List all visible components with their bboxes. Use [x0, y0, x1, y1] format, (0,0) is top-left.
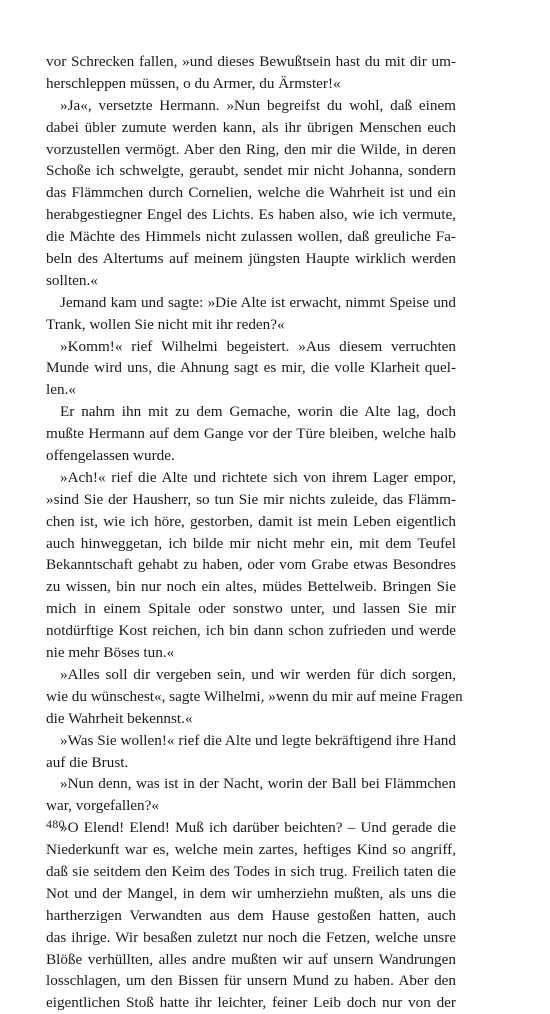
- text-line: auf die Brust.: [46, 753, 129, 771]
- text-line: Trank, wollen Sie nicht mit ihr reden?«: [46, 315, 285, 333]
- text-line: herschleppen müssen, o du Armer, du Ärmster!«: [46, 74, 341, 92]
- text-line: Blöße verhüllten, alles andre mußten wir auf unsern Wandrungen: [46, 950, 456, 968]
- text-line: die Mächte des Himmels nicht zulassen wollen, daß greuliche Fa-: [46, 228, 456, 246]
- text-line: »Ja«, versetzte Hermann. »Nun begreifst du wohl, daß einem: [60, 96, 456, 114]
- text-line: »Nun denn, was ist in der Nacht, worin der Ball bei Flämmchen: [60, 775, 456, 793]
- text-line: Bekanntschaft gehabt zu haben, oder vom Grabe etwas Besondres: [46, 556, 456, 574]
- text-line: mußte Hermann auf dem Gange vor der Türe bleiben, welche halb: [46, 425, 456, 443]
- text-line: »sind Sie der Hausherr, so tun Sie mir nichts zuleide, das Flämm-: [46, 490, 456, 508]
- text-line: eigentlichen Stoß hatte ihr leichter, feiner Leib doch nur von der: [46, 994, 456, 1012]
- text-line: »O Elend! Elend! Muß ich darüber beichten? – Und gerade die: [60, 819, 456, 837]
- text-line: len.«: [46, 381, 76, 399]
- text-line: nie mehr Böses tun.«: [46, 644, 175, 662]
- text-line: das Flämmchen durch Cornelien, welche die Wahrheit ist und ein: [46, 184, 456, 202]
- text-line: dabei übler zumute werden kann, als ihr übrigen Menschen euch: [46, 118, 456, 136]
- text-line: »Komm!« rief Wilhelmi begeistert. »Aus diesem verruchten: [60, 337, 456, 355]
- text-line: beln des Altertums auf meinem jüngsten Haupte wirklich werden: [46, 250, 456, 268]
- text-line: »Was Sie wollen!« rief die Alte und legte bekräftigend ihre Hand: [60, 731, 456, 749]
- text-line: zu wissen, bin nur noch ein altes, müdes Bettelweib. Bringen Sie: [46, 578, 456, 596]
- text-line: vorzustellen vermögt. Aber den Ring, den mir die Wilde, in deren: [46, 140, 456, 158]
- text-line: Not und der Mangel, in dem wir umherziehn mußten, als uns die: [46, 884, 456, 902]
- text-line: auch hinweggetan, ich bilde mir nicht mehr ein, mit dem Teufel: [46, 534, 456, 552]
- text-line: notdürftige Kost reichen, ich bin dann schon zufrieden und werde: [46, 622, 456, 640]
- text-line: chen ist, wie ich höre, gestorben, damit ist mein Leben eigentlich: [46, 512, 456, 530]
- text-line: losschlagen, um den Bissen für unsern Mund zu haben. Aber den: [46, 972, 456, 990]
- text-line: Jemand kam und sagte: »Die Alte ist erwacht, nimmt Speise und: [60, 293, 456, 311]
- text-line: »Ach!« rief die Alte und richtete sich von ihrem Lager empor,: [60, 468, 456, 486]
- body-text: [46, 51, 463, 1014]
- text-line: daß sie seitdem den Keim des Todes in sich trug. Freilich taten die: [46, 862, 456, 880]
- text-line: wie du wünschest«, sagte Wilhelmi, »wenn du mir auf meine Fragen: [46, 687, 463, 705]
- text-line: Munde wird uns, die Ahnung sagt es mir, die volle Klarheit quel-: [46, 359, 456, 377]
- text-line: Schoße ich schwelgte, geraubt, sendet mir nicht Johanna, sondern: [46, 162, 456, 180]
- text-line: vor Schrecken fallen, »und dieses Bewußtsein hast du mit dir um-: [46, 53, 456, 70]
- text-line: Niederkunft war es, welche mein zartes, heftiges Kind so angriff,: [46, 841, 456, 859]
- text-line: die Wahrheit bekennst.«: [46, 709, 193, 727]
- text-line: hartherzigen Verwandten aus dem Hause gestoßen hatten, auch: [46, 906, 456, 924]
- page-number: 480: [46, 817, 65, 831]
- text-line: sollten.«: [46, 271, 98, 289]
- text-line: war, vorgefallen?«: [46, 797, 159, 815]
- text-line: offengelassen wurde.: [46, 447, 175, 465]
- text-line: »Alles soll dir vergeben sein, und wir werden für dich sorgen,: [60, 665, 456, 683]
- text-line: das ihrige. Wir besaßen zuletzt nur noch die Fetzen, welche unsre: [46, 928, 456, 946]
- text-line: herabgestiegner Engel des Lichts. Es haben also, wie ich vermute,: [46, 206, 456, 224]
- text-line: Er nahm ihn mit zu dem Gemache, worin die Alte lag, doch: [60, 403, 456, 421]
- text-line: mich in einem Spitale oder sonstwo unter, und lassen Sie mir: [46, 600, 456, 618]
